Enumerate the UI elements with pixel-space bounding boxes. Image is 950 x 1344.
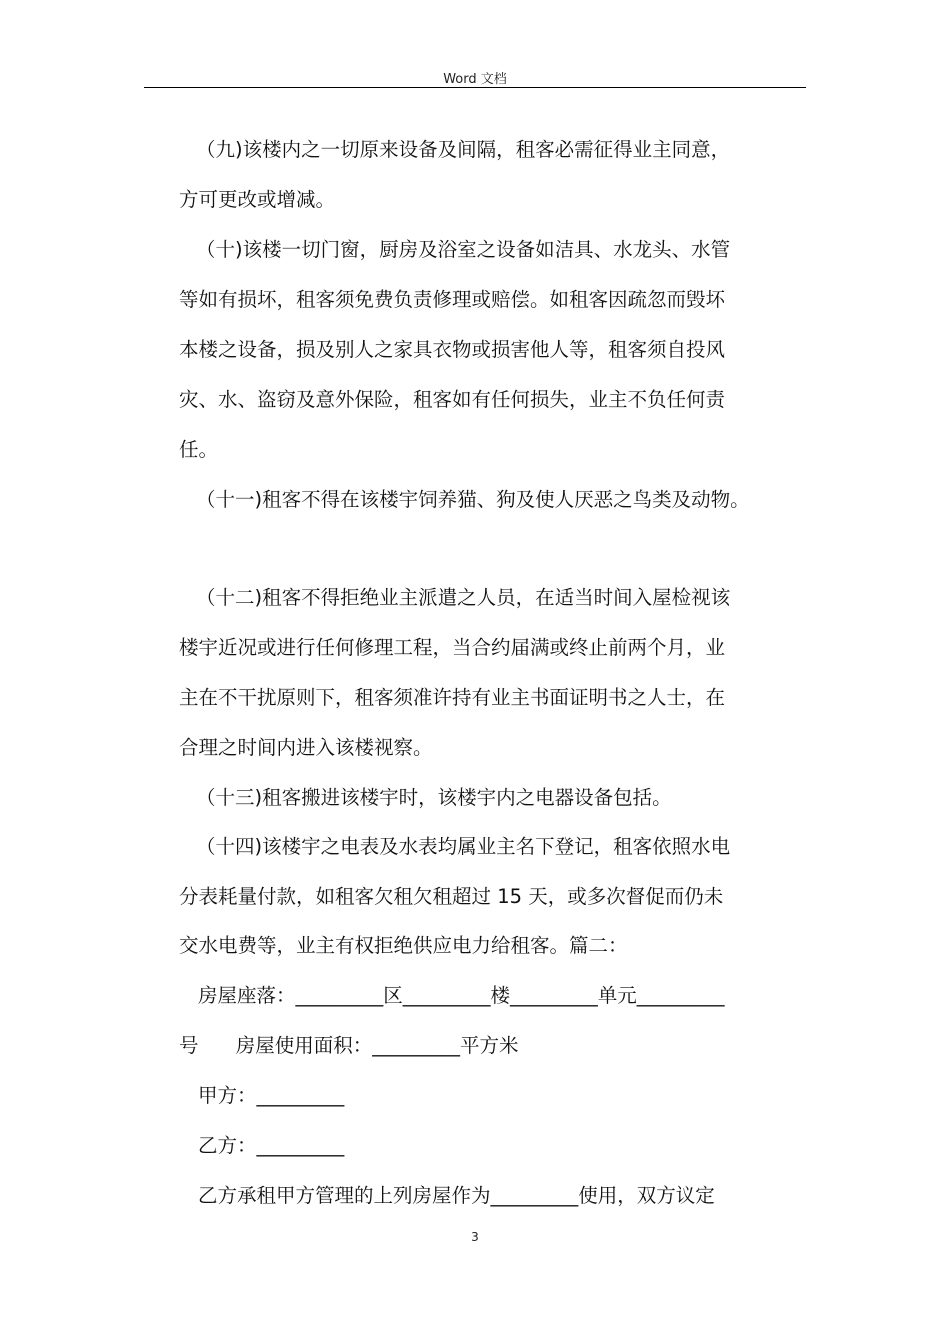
- page-number: 3: [471, 1230, 479, 1244]
- text-line: 乙方承租甲方管理的上列房屋作为_________使用，双方议定: [198, 1184, 715, 1207]
- text-line: 房屋座落：_________区_________楼_________单元_________: [198, 984, 725, 1007]
- text-line: 等如有损坏，租客须免费负责修理或赔偿。如租客因疏忽而毁坏: [179, 288, 726, 311]
- text-line: （十四)该楼宇之电表及水表均属业主名下登记，租客依照水电: [196, 835, 731, 858]
- text-line: （十二)租客不得拒绝业主派遣之人员，在适当时间入屋检视该: [196, 586, 731, 609]
- text-line: 主在不干扰原则下，租客须准许持有业主书面证明书之人士，在: [179, 686, 726, 709]
- text-line: 交水电费等，业主有权拒绝供应电力给租客。篇二：: [179, 934, 628, 957]
- text-line: 乙方：_________: [198, 1134, 345, 1157]
- text-line: 号 房屋使用面积：_________平方米: [179, 1034, 519, 1057]
- text-line: 灾、水、盗窃及意外保险，租客如有任何损失，业主不负任何责: [179, 388, 726, 411]
- text-line: 楼宇近况或进行任何修理工程，当合约届满或终止前两个月，业: [179, 636, 726, 659]
- text-line: （九)该楼内之一切原来设备及间隔，租客必需征得业主同意，: [196, 138, 731, 161]
- text-line: 本楼之设备，损及别人之家具衣物或损害他人等，租客须自投风: [179, 338, 726, 361]
- text-line: 方可更改或增减。: [179, 188, 336, 211]
- text-line: （十)该楼一切门窗，厨房及浴室之设备如洁具、水龙头、水管: [196, 238, 731, 261]
- header-title: Word 文档: [443, 72, 507, 87]
- text-line: （十一)租客不得在该楼宇饲养猫、狗及使人厌恶之鸟类及动物。: [196, 488, 750, 511]
- header-divider: [144, 87, 806, 88]
- text-line: 合理之时间内进入该楼视察。: [179, 736, 433, 759]
- text-line: （十三)租客搬进该楼宇时，该楼宇内之电器设备包括。: [196, 786, 672, 809]
- text-line: 任。: [179, 438, 219, 461]
- text-line: 分表耗量付款，如租客欠租欠租超过 15 天，或多次督促而仍未: [179, 885, 724, 908]
- text-line: 甲方：_________: [198, 1084, 345, 1107]
